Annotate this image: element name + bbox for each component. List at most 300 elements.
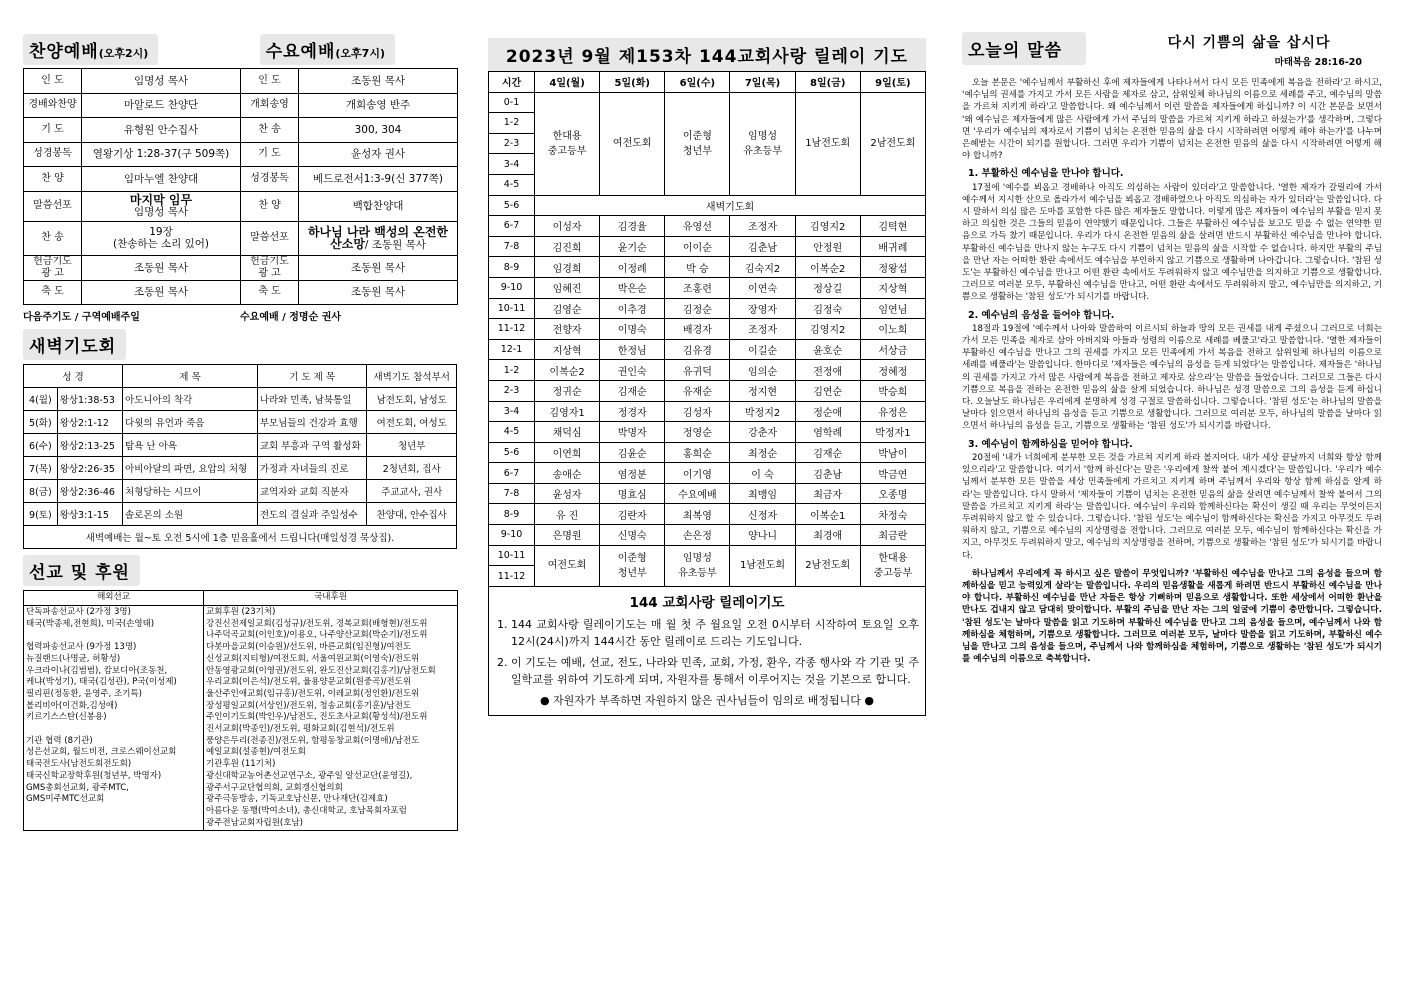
relay-cell: 손은정	[665, 525, 730, 546]
relay-time: 12-1	[489, 339, 535, 360]
dawn-cell: 9(토)	[24, 503, 58, 526]
relay-cell: 최정순	[730, 442, 795, 463]
dawn-col: 기 도 제 목	[257, 365, 367, 388]
relay-block: 한대용 중고등부	[535, 92, 600, 195]
relay-table	[488, 71, 926, 587]
worship-label: 인 도	[24, 69, 82, 94]
dawn-cell: 4(월)	[24, 388, 58, 411]
relay-col-header: 5일(화)	[600, 72, 665, 93]
relay-block: 1남전도회	[795, 92, 860, 195]
relay-cell: 김성자	[665, 401, 730, 422]
relay-info-item: 2. 이 기도는 예배, 선교, 전도, 나라와 민족, 교회, 가정, 환우, 각종 행사와 각 기관 및 주일학교를 위하여 기도하게 되며, 자원자를 통해서 이루어지는 것을 기본으로 합니다.	[511, 654, 919, 688]
relay-cell: 윤호순	[795, 339, 860, 360]
relay-row	[489, 545, 926, 566]
dawn-cell: 아도니아의 착각	[123, 388, 258, 411]
dawn-cell: 왕상2:13-25	[57, 434, 122, 457]
relay-cell: 지상혁	[535, 339, 600, 360]
relay-cell: 김재순	[600, 380, 665, 401]
sermon-title: 다시 기쁨의 삶을 삽시다	[1167, 35, 1331, 51]
relay-cell: 최경애	[795, 525, 860, 546]
dawn-cell: 왕상3:1-15	[57, 503, 122, 526]
mission-line: 광주서구교단협의회, 교회갱신협의회	[206, 782, 343, 793]
mission-line: 교회후원 (23기처)	[206, 607, 276, 617]
dawn-cell: 찬양대, 안수집사	[367, 503, 457, 526]
relay-cell: 은명원	[535, 525, 600, 546]
dawn-row	[24, 457, 457, 480]
worship-row	[24, 142, 458, 167]
sermon-intro: 오늘 본문은 '예수님께서 부활하신 후에 제자들에게 나타나셔서 다시 모든 민족에게 복음을 전하라'고 하시고, '예수님의 권세를 가지고 가서 모든 사람을 제자로 삼고, 삼위일체 하나님의 이름으로 세례를 주고, 예수님의 말씀을 가르쳐 지키게 하라'고 말씀합니다. 왜 예수님께서 이런 말씀을 제자들에게 하십니까? 이 시간 본문을 보면서 '왜 예수님은 제자들에게 많은 사람에게 가서 주님의 말씀을 가르쳐 지키게 하라고 하셨는가'를 생각하며, 그렇다면 '우리가 예수님의 제자로서 기쁨이 넘치는 온전한 믿음의 삶을 다시 시작하려면 어떻게 해야 하는가'를 나누며 은혜받는 시간이 되기를 원합니다. 그러면 우리가 기쁨이 넘치는 온전한 믿음의 삶을 다시 시작하려면 어떻게 해야 합니까?	[962, 78, 1382, 162]
relay-cell: 염학례	[795, 422, 860, 443]
relay-row	[489, 360, 926, 381]
relay-time: 11-12	[489, 319, 535, 340]
relay-row	[489, 401, 926, 422]
relay-cell: 박정자1	[860, 422, 925, 443]
worship-value: 300, 304	[299, 118, 458, 143]
wed-title: 수요예배	[265, 42, 336, 62]
worship-label: 개회송영	[241, 93, 299, 118]
relay-cell: 윤기순	[600, 236, 665, 257]
relay-cell: 임의순	[730, 360, 795, 381]
relay-time: 7-8	[489, 483, 535, 504]
worship-label: 성경봉독	[24, 142, 82, 167]
dawn-row	[24, 434, 457, 457]
worship-row	[24, 118, 458, 143]
relay-block: 여전도회	[600, 92, 665, 195]
mission-line: 태국(박종제,전현희), 미국(손영태)	[26, 618, 155, 629]
dawn-cell: 아비아달의 파면, 요압의 처형	[123, 457, 258, 480]
relay-cell: 지상혁	[860, 277, 925, 298]
worship-value: 열왕기상 1:28-37(구 509쪽)	[82, 142, 241, 167]
mission-line: 태국전도사(남전도회전도회)	[26, 759, 132, 770]
relay-dawn-row	[489, 195, 926, 216]
sermon-point-heading: 1. 부활하신 예수님을 만나야 합니다.	[968, 168, 1124, 180]
relay-cell: 정귀순	[535, 380, 600, 401]
relay-block: 2남전도회	[795, 545, 860, 586]
relay-time: 0-1	[489, 92, 535, 113]
relay-cell: 임경희	[535, 257, 600, 278]
relay-cell: 조홍련	[665, 277, 730, 298]
relay-row	[489, 298, 926, 319]
mission-line: 기관 협력 (8기관)	[26, 735, 93, 746]
worship-value: 베드로전서1:3-9(신 377쪽)	[299, 167, 458, 192]
worship-value: 임명성 목사	[82, 69, 241, 94]
relay-cell: 유재순	[665, 380, 730, 401]
relay-time: 6-7	[489, 216, 535, 237]
worship-label: 찬 송	[241, 118, 299, 143]
dawn-footer-row	[24, 526, 457, 549]
dawn-cell: 6(수)	[24, 434, 58, 457]
relay-cell: 이복순1	[795, 504, 860, 525]
relay-info-note: ● 자원자가 부족하면 자원하지 않은 권사님들이 임의로 배정됩니다 ●	[539, 693, 875, 707]
relay-cell: 송애순	[535, 463, 600, 484]
dawn-row	[24, 480, 457, 503]
wed-worship-header	[260, 34, 395, 65]
relay-cell: 정상길	[795, 277, 860, 298]
mission-line: 필리핀(정동환, 윤영주, 조기특)	[26, 688, 142, 699]
sermon-point-body: 18절과 19절에 '예수께서 나아와 말씀하여 이르시되 하늘과 땅의 모든 권세를 내게 주셨으니 그러므로 너희는 가서 모든 민족을 제자로 삼아 아버지와 아들과 성령의 이름으로 세례를 베풀고'라고 말씀합니다. '열한 제자들이 부활하신 예수님을 만나고 그의 권세를 가지고 모든 민족에게 가서 복음을 전하고 삼위일체 하나님의 이름으로 세례를 베풀라'는 말씀입니다. 한마디로 '제자들은 예수님의 음성을 듣게 되었다'는 말씀입니다. 제자들은 '하나님의 권세를 가지고 가서 많은 사람에게 복음을 전하고 제자로 삼으라'는 말씀을 들었습니다. 그러므로 그들은 다시 기쁨으로 복음을 전하는 온전한 믿음의 삶을 살게 되었습니다. 하나님은 성경 말씀으로 그의 음성을 듣게 하십니다. 오늘날도 하나님은 우리에게 분명하게 성경 구절로 말씀하십니다. 그렇습니다. '참된 성도'는 하나님의 말씀을 날마다 읽으면서 하나님의 음성을 듣고 기쁨으로 생활합니다. 그러므로 여러분 모두, 하나님의 말씀을 날마다 읽으면서 하나님의 음성을 듣고, 기쁨으로 생활하는 '참된 성도'가 되시기를 바랍니다.	[962, 323, 1382, 432]
dawn-row	[24, 388, 457, 411]
note-left: 다음주기도 / 구역예배주일	[23, 312, 140, 323]
relay-cell: 김춘남	[795, 463, 860, 484]
sermon-conclusion: 하나님께서 우리에게 꼭 하시고 싶은 말씀이 무엇입니까? '부활하신 예수님을 만나고 그의 음성을 들으며 함께하심을 믿고 능력있게 살라'는 말씀입니다. 우리의 믿음생활을 새롭게 하려면 반드시 부활하신 예수님을 만나야 합니다. 부활하신 예수님을 만난 자들은 항상 기뻐하며 믿음으로 생활합니다. 또한 세상에서 어떠한 환난을 만나도 겁내지 않고 담대히 맞이합니다. 부활의 주님을 만난 자는 그의 얼굴에 기쁨이 충만합니다. 그렇습니다. '참된 성도'는 날마다 말씀을 읽고 기도하며 부활하신 예수님을 만나고 그의 음성을 들으며, 예수님께서 나와 함께하심을 체험하며, 기쁨으로 생활합니다. 그러므로 여러분 모두, 날마다 말씀을 읽고 기도하며, 부활하신 예수님을 만나고 그의 음성을 들으며, 주님께서 나와 함께하심을 체험하며, 기쁨으로 생활하는 '참된 성도'가 되시기를 예수님의 이름으로 축복합니다.	[962, 568, 1382, 665]
relay-block: 이준형 청년부	[600, 545, 665, 586]
mission-line: 우크라이나(김범범), 캄보디아(조동천,	[26, 665, 168, 676]
relay-row	[489, 422, 926, 443]
relay-block: 여전도회	[535, 545, 600, 586]
relay-cell: 유영선	[665, 216, 730, 237]
relay-cell: 박승희	[860, 380, 925, 401]
relay-row	[489, 216, 926, 237]
sunday-title: 찬양예배	[29, 42, 99, 62]
relay-time: 2-3	[489, 380, 535, 401]
relay-time: 3-4	[489, 154, 535, 175]
relay-row	[489, 92, 926, 113]
relay-cell: 이노희	[860, 319, 925, 340]
sermon-title-left: 마지막 임무	[129, 193, 193, 207]
relay-cell: 최맹임	[730, 483, 795, 504]
relay-cell: 이연희	[535, 442, 600, 463]
note-right: 수요예배 / 정명순 권사	[240, 312, 342, 323]
worship-label: 헌금기도 광 고	[24, 255, 82, 280]
worship-row	[24, 280, 458, 305]
mission-line: 울산주인애교회(임규홍)/전도위, 이레교회(정인환)/전도위	[206, 688, 420, 699]
worship-value: 임마누엘 찬양대	[82, 167, 241, 192]
relay-cell: 윤성자	[535, 483, 600, 504]
wed-time: (오후7시)	[335, 47, 385, 60]
worship-label: 말씀선포	[241, 221, 299, 255]
relay-block: 1남전도회	[730, 545, 795, 586]
relay-time: 3-4	[489, 401, 535, 422]
worship-label: 축 도	[24, 280, 82, 305]
dawn-cell: 부모님들의 건강과 효행	[257, 411, 367, 434]
relay-cell: 이복순2	[795, 257, 860, 278]
mission-line: 아름다운 동행(박여소녀), 총신대학교, 호남목회자포럼	[206, 805, 407, 816]
relay-row	[489, 504, 926, 525]
mission-line: 예일교회(설종현)/여전도회	[206, 747, 306, 758]
relay-cell: 박명자	[600, 422, 665, 443]
mission-line: 진서교회(박종인)/전도위, 평화교회(김현석)/전도위	[206, 724, 395, 735]
relay-col-header: 4일(월)	[535, 72, 600, 93]
worship-label: 찬 양	[24, 167, 82, 192]
relay-cell: 정영순	[665, 422, 730, 443]
relay-cell: 명효심	[600, 483, 665, 504]
relay-cell: 김연순	[795, 380, 860, 401]
relay-time: 4-5	[489, 422, 535, 443]
dawn-cell: 교회 부흥과 구역 활성화	[257, 434, 367, 457]
worship-label: 말씀선포	[24, 191, 82, 221]
mission-overseas-list	[24, 606, 204, 831]
relay-cell: 염정분	[600, 463, 665, 484]
relay-block: 2남전도회	[860, 92, 925, 195]
worship-row	[24, 221, 458, 255]
worship-value: 조동원 목사	[299, 255, 458, 280]
relay-block: 이준형 청년부	[665, 92, 730, 195]
dawn-cell: 8(금)	[24, 480, 58, 503]
worship-label: 헌금기도 광 고	[241, 255, 299, 280]
dawn-col: 새벽기도 참석부서	[367, 365, 457, 388]
relay-cell: 김영자1	[535, 401, 600, 422]
relay-time: 10-11	[489, 545, 535, 566]
relay-cell: 최금자	[795, 483, 860, 504]
dawn-cell: 전도의 결실과 주일성수	[257, 503, 367, 526]
mission-line: GMS미주MTC선교회	[26, 794, 105, 805]
dawn-cell: 나라와 민족, 남북통일	[257, 388, 367, 411]
relay-block: 한대용 중고등부	[860, 545, 925, 586]
worship-row	[24, 255, 458, 280]
relay-row	[489, 442, 926, 463]
dawn-footer: 새벽예배는 월~토 오전 5시에 1층 믿음홀에서 드립니다(매일성경 묵상집).	[24, 526, 457, 549]
worship-value: 조동원 목사	[82, 255, 241, 280]
relay-time: 5-6	[489, 442, 535, 463]
mission-line: 주인이기도회(박인우)/남전도, 진도초사교회(황성석)/전도위	[206, 712, 428, 723]
relay-cell: 정지현	[730, 380, 795, 401]
relay-cell: 오종명	[860, 483, 925, 504]
dawn-cell: 5(화)	[24, 411, 58, 434]
dawn-cell: 왕상2:26-35	[57, 457, 122, 480]
worship-value: 조동원 목사	[82, 280, 241, 305]
dawn-cell: 다윗의 유언과 죽음	[123, 411, 258, 434]
relay-col-header: 시간	[489, 72, 535, 93]
relay-cell: 배경자	[665, 319, 730, 340]
relay-info-list	[495, 616, 919, 688]
relay-title: 2023년 9월 제153차 144교회사랑 릴레이 기도	[488, 38, 926, 71]
relay-row	[489, 277, 926, 298]
relay-cell: 김정숙	[795, 298, 860, 319]
dawn-row	[24, 411, 457, 434]
relay-row	[489, 257, 926, 278]
mission-line: 성은선교회, 월드비전, 크로스웨이선교회	[26, 747, 177, 758]
relay-cell: 김영지2	[795, 216, 860, 237]
mission-line: 광주전남교회자립원(호남)	[206, 817, 303, 828]
relay-time: 1-2	[489, 360, 535, 381]
dawn-cell: 탐욕 난 아욕	[123, 434, 258, 457]
relay-row	[489, 380, 926, 401]
worship-label: 성경봉독	[241, 167, 299, 192]
relay-cell: 권인숙	[600, 360, 665, 381]
relay-cell: 이정례	[600, 257, 665, 278]
worship-subline: 임명성 목사	[133, 206, 189, 218]
relay-cell: 배귀례	[860, 236, 925, 257]
worship-value: 조동원 목사	[299, 280, 458, 305]
hymn-number: 19장	[149, 226, 173, 238]
relay-cell: 김재순	[795, 442, 860, 463]
mission-line: 협력파송선교사 (9가정 13명)	[26, 642, 137, 653]
relay-cell: 신명숙	[600, 525, 665, 546]
worship-value: 백합찬양대	[299, 191, 458, 221]
relay-cell: 정순애	[795, 401, 860, 422]
mission-line: 안동영광교회(이영권)/전도위, 완도진산교회(김홍기)/남전도회	[206, 665, 436, 676]
dawn-cell: 여전도회, 여성도	[367, 411, 457, 434]
mission-line	[26, 630, 201, 642]
relay-cell: 안정원	[795, 236, 860, 257]
relay-cell: 홍희순	[665, 442, 730, 463]
relay-block: 임명성 유초등부	[730, 92, 795, 195]
dawn-cell: 주교교사, 권사	[367, 480, 457, 503]
relay-info-box	[488, 587, 926, 716]
dawn-cell: 처형당하는 시므이	[123, 480, 258, 503]
sermon-body	[962, 77, 1382, 665]
worship-row	[24, 69, 458, 94]
relay-time: 4-5	[489, 174, 535, 195]
worship-note	[23, 308, 457, 323]
worship-value: 개회송영 반주	[299, 93, 458, 118]
sermon-point-body: 17절에 '예수를 뵈옵고 경배하나 아직도 의심하는 사람이 있더라'고 말씀합니다. '열한 제자가 갈릴리에 가서 예수께서 지시한 산으로 올라가서 예수님을 뵈옵고 경배하였으나 아직도 의심하는 자가 있더라'는 말씀입니다. 다시 말하서 의심 많은 도마를 포함한 다른 많은 제자들도 말합니다. 이렇게 많은 제자들이 예수님의 부활을 믿지 못하고 의심한 것은 그들의 믿음이 연약했기 때문입니다. 그들은 부활하신 예수님을 보고도 믿을 수 없는 연약한 믿음으로 가득 찼기 때문입니다. 우리가 다시 온전한 믿음의 삶을 살려면 반드시 부활하신 예수님을 만나야 합니다. 부활하신 예수님을 만나지 않는 누구도 다시 기쁨이 넘치는 믿음의 삶을 시작할 수 없습니다. 하지만 부활의 주님을 만난 자는 어떠한 환란 속에서도 예수님을 부인하지 않고 기쁨으로 생활하며 나아갑니다. 그렇습니다. '참된 성도'는 부활하신 예수님을 만나고 어떤 환란 속에서도 두려워하지 않고 예수님만을 의지하고 기쁨으로 생활합니다. 그러므로 여러분 모두, 부활하신 예수님을 만나고, 어떤 환란 속에서도 두려워하지 말고, 예수님만을 의지하고, 기쁨으로 생활하는 '참된 성도'가 되시기를 바랍니다.	[962, 182, 1383, 303]
relay-cell: 장영자	[730, 298, 795, 319]
dawn-cell: 왕상1:38-53	[57, 388, 122, 411]
worship-value	[82, 221, 241, 255]
relay-cell: 이추경	[600, 298, 665, 319]
relay-row	[489, 483, 926, 504]
relay-col-header: 9일(토)	[860, 72, 925, 93]
relay-cell: 신정자	[730, 504, 795, 525]
relay-cell: 수요예배	[665, 483, 730, 504]
mission-line: 풍양은두리(전종진)/전도위, 함평동창교회(이명애)/남전도	[206, 735, 420, 746]
relay-cell: 차정숙	[860, 504, 925, 525]
worship-label: 경배와찬양	[24, 93, 82, 118]
worship-row	[24, 93, 458, 118]
dawn-cell: 왕상2:1-12	[57, 411, 122, 434]
relay-cell: 전향자	[535, 319, 600, 340]
relay-time: 8-9	[489, 504, 535, 525]
worship-value: 유형원 안수집사	[82, 118, 241, 143]
relay-time: 5-6	[489, 195, 535, 216]
worship-value: 조동원 목사	[299, 69, 458, 94]
sermon-reference: 마태복음 28:16-20	[1274, 57, 1362, 68]
relay-col-header: 7일(목)	[730, 72, 795, 93]
relay-cell: 정왕섭	[860, 257, 925, 278]
dawn-cell: 2청년회, 집사	[367, 457, 457, 480]
worship-label: 찬 송	[24, 221, 82, 255]
relay-cell: 임연님	[860, 298, 925, 319]
relay-row	[489, 463, 926, 484]
relay-time: 11-12	[489, 566, 535, 587]
relay-cell: 박남이	[860, 442, 925, 463]
worship-value: 윤성자 권사	[299, 142, 458, 167]
relay-cell: 김경율	[600, 216, 665, 237]
sunday-worship-header	[23, 34, 158, 65]
sermon-title-right-2	[301, 238, 455, 251]
sermon-point-heading: 2. 예수님의 음성을 들어야 합니다.	[968, 309, 1115, 321]
sermon-point-heading: 3. 예수님이 함께하심을 믿어야 합니다.	[968, 438, 1133, 450]
relay-cell: 서상금	[860, 339, 925, 360]
relay-cell: 김진희	[535, 236, 600, 257]
relay-time: 10-11	[489, 298, 535, 319]
mission-domestic-list	[204, 606, 458, 831]
sermon-title-right-2a: 산소망	[330, 236, 365, 251]
dawn-cell: 청년부	[367, 434, 457, 457]
relay-cell: 이복순2	[535, 360, 600, 381]
relay-row	[489, 339, 926, 360]
mission-line	[26, 724, 201, 736]
relay-cell: 유귀덕	[665, 360, 730, 381]
dawn-cell: 교역자와 교회 직분자	[257, 480, 367, 503]
sermon-preacher-right: / 조동원 목사	[364, 238, 426, 251]
relay-cell: 이이순	[665, 236, 730, 257]
worship-value	[299, 221, 458, 255]
relay-cell: 조정자	[730, 216, 795, 237]
relay-cell: 이기영	[665, 463, 730, 484]
sermon-point-body: 20절에 '내가 너희에게 분부한 모든 것을 가르쳐 지키게 하라 볼지어다. 내가 세상 끝날까지 너희와 항상 함께 있으리라'고 말씀합니다. 여기서 '함께 하신다'는 말은 '우리에게 찰싹 붙어 계시겠다'는 말씀입니다. '우리가 예수님께서 분부한 모든 말씀을 세상 민족들에게 가르치고 지키게 하며 주님께서 우리와 항상 함께 하심을 알게 하라'는 말씀입니다. 다시 말하서 '제자들이 기쁨이 넘치는 온전한 믿음의 삶을 살려면 예수님께서 찰싹 붙어서 그의 말씀을 가르치고 지키게 하라'는 말씀입니다. 예수님이 우리와 함께하신다는 확신이 생길 때 우리는 무엇이든지 두려워하지 않고 할 수 있습니다. 그렇습니다. '참된 성도'는 예수님이 함께하신다는 확신을 가지고 아무것도 두려워하지 않고, 기쁨으로 예수님의 지상명령을 전합니다. 그러므로 여러분 모두, 예수님이 함께하신다는 확신을 가지고, 아무것도 두려워하지 말고, 예수님의 지상명령을 전하며, 기쁨으로 생활하는 '참된 성도'가 되시기를 바랍니다.	[962, 452, 1382, 561]
sermon-title-block	[1116, 32, 1382, 68]
worship-value: 마알로드 찬양단	[82, 93, 241, 118]
relay-cell: 최금란	[860, 525, 925, 546]
dawn-header: 새벽기도회	[23, 329, 126, 360]
worship-table	[23, 68, 458, 305]
dawn-cell: 남전도회, 남성도	[367, 388, 457, 411]
sunday-time: (오후2시)	[98, 47, 149, 60]
relay-cell: 이길순	[730, 339, 795, 360]
relay-col-header: 8일(금)	[795, 72, 860, 93]
relay-time: 7-8	[489, 236, 535, 257]
relay-time: 1-2	[489, 113, 535, 134]
mission-line: 신성교회(지티형)/여전도회, 서울여원교회(이영숙)/전도위	[206, 653, 420, 664]
relay-cell: 박금연	[860, 463, 925, 484]
relay-block: 임명성 유초등부	[665, 545, 730, 586]
mission-line: 단독파송선교사 (2가정 3명)	[26, 607, 131, 617]
worship-label: 인 도	[241, 69, 299, 94]
relay-cell: 김유경	[665, 339, 730, 360]
relay-cell: 채덕심	[535, 422, 600, 443]
dawn-table	[23, 364, 457, 549]
mission-line: 광주극동방송, 기독교호남신문, 만나재단(김제효)	[206, 794, 388, 805]
mission-line: 태국신학교장학후원(청년부, 박명자)	[26, 770, 162, 781]
relay-row	[489, 525, 926, 546]
relay-cell: 유정은	[860, 401, 925, 422]
relay-cell: 조정자	[730, 319, 795, 340]
relay-column	[488, 38, 926, 716]
relay-time: 8-9	[489, 257, 535, 278]
relay-cell: 임혜진	[535, 277, 600, 298]
worship-row	[24, 191, 458, 221]
dawn-col-bible: 성 경	[24, 365, 123, 388]
relay-cell: 유 진	[535, 504, 600, 525]
relay-cell: 김영순	[535, 298, 600, 319]
relay-cell: 김텩현	[860, 216, 925, 237]
relay-time: 9-10	[489, 525, 535, 546]
mission-line: 케냐(박성기), 태국(김성관), P국(이성제)	[26, 677, 177, 688]
mission-line: 다봇마을교회(이승원)/선도위, 바른교회(임진형)/여전도	[206, 642, 412, 653]
relay-time: 6-7	[489, 463, 535, 484]
mission-line: 기관후원 (11기처)	[206, 759, 276, 770]
dawn-cell: 가정과 자녀들의 진로	[257, 457, 367, 480]
relay-cell: 박정지2	[730, 401, 795, 422]
relay-cell: 김영지2	[795, 319, 860, 340]
relay-cell: 박 승	[665, 257, 730, 278]
mission-line: 뉴질랜드(나명균, 허황성)	[26, 653, 121, 664]
relay-info-title: 144 교회사랑 릴레이기도	[629, 594, 785, 611]
relay-time: 2-3	[489, 133, 535, 154]
dawn-cell: 왕상2:36-46	[57, 480, 122, 503]
relay-dawn-label: 새벽기도회	[535, 195, 926, 216]
mission-line: 장성평일교회(서상인)/전도위, 청송교회(홍기훈)/남전도	[206, 700, 412, 711]
relay-info-item: 1. 144 교회사랑 릴레이기도는 매 월 첫 주 월요일 오전 0시부터 시작하여 토요일 오후 12시(24시)까지 144시간 동안 릴레이로 드리는 기도입니다.	[511, 616, 919, 650]
sermon-title-right: 하나님 나라 백성의 온전한	[307, 224, 449, 239]
mission-col-domestic: 국내후원	[204, 591, 458, 606]
relay-cell: 김윤순	[600, 442, 665, 463]
worship-subline: (찬송하는 소리 있어)	[112, 238, 209, 250]
mission-line: GMS총회선교회, 광주MTC,	[26, 782, 129, 793]
relay-cell: 이명숙	[600, 319, 665, 340]
worship-label: 축 도	[241, 280, 299, 305]
sermon-header: 오늘의 말씀	[962, 32, 1086, 65]
mission-line: 볼리비아(이건화,김성애)	[26, 700, 118, 711]
relay-cell: 한정님	[600, 339, 665, 360]
relay-cell: 정경자	[600, 401, 665, 422]
sermon-column	[962, 32, 1382, 671]
relay-row	[489, 319, 926, 340]
worship-row	[24, 167, 458, 192]
mission-line: 키르기스스탄(신봉용)	[26, 712, 107, 723]
